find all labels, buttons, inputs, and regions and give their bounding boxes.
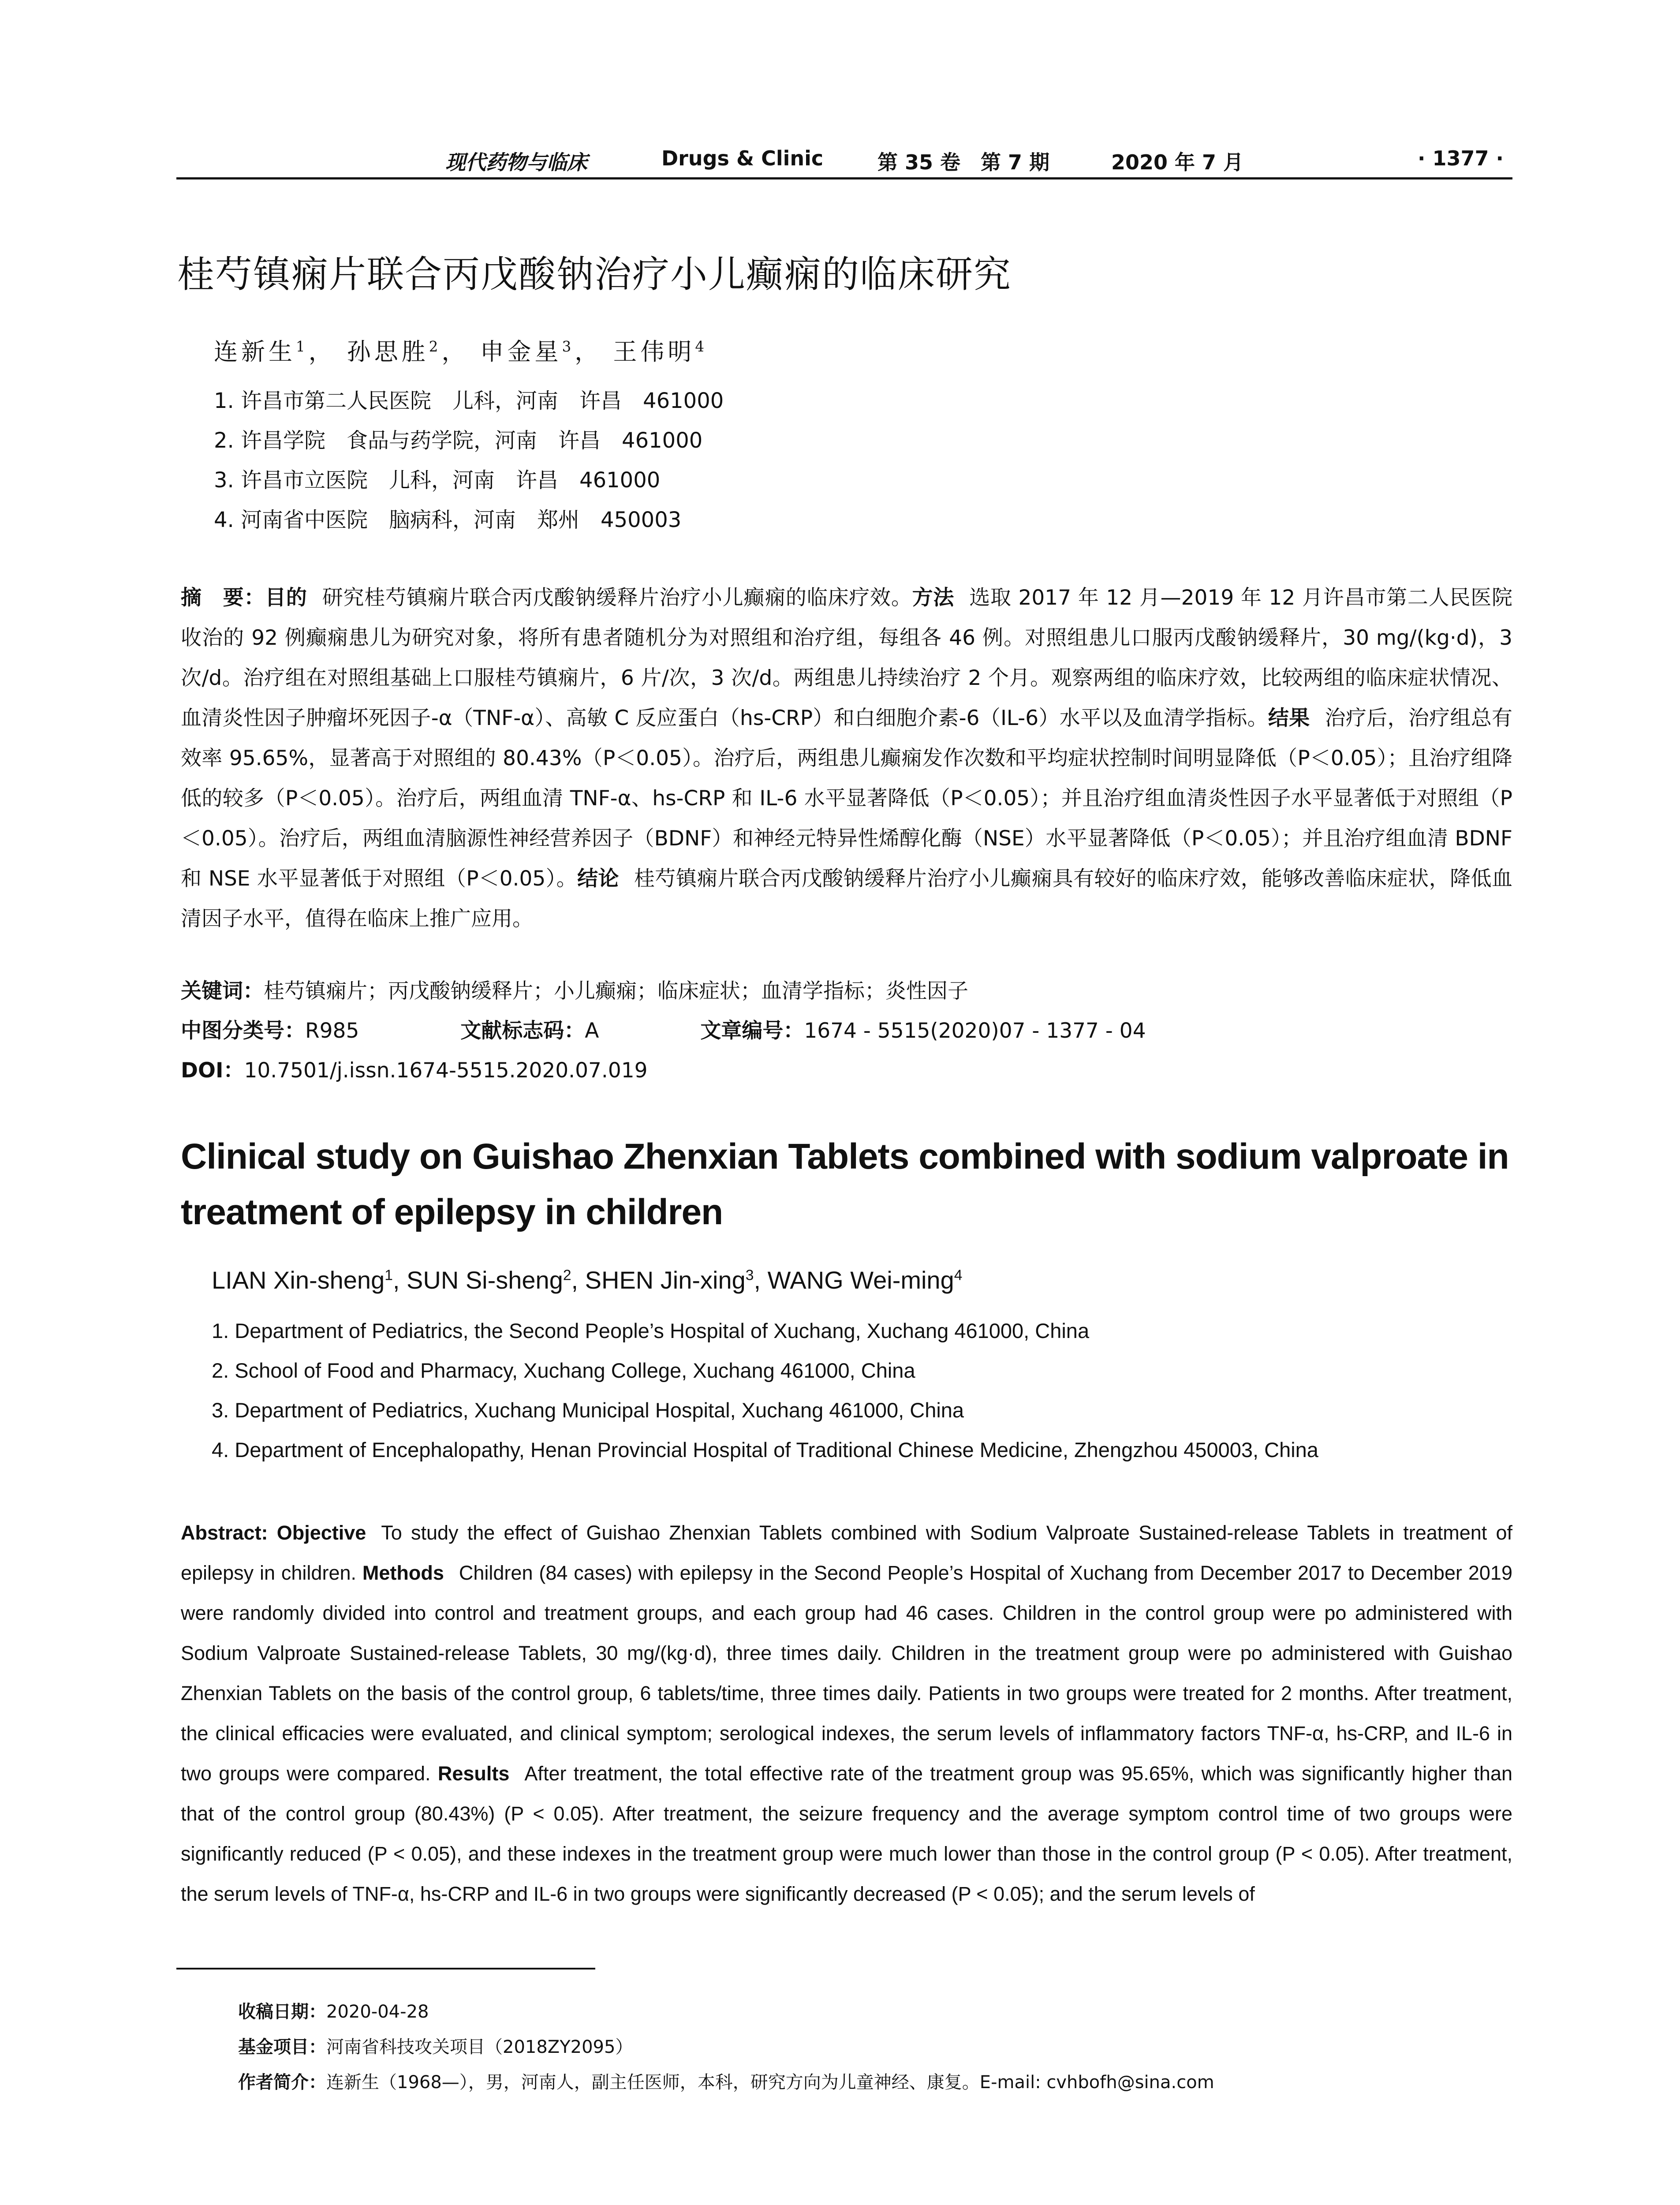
author-en: SHEN Jin-xing [585,1266,746,1294]
results-en-label: Results [437,1762,510,1785]
results-label: 结果 [1268,706,1310,730]
issue-date: 2020 年 7 月 [1111,150,1244,174]
doi-label: DOI： [181,1058,244,1083]
abstract-label: 摘 要： [181,586,265,610]
affiliation-en-1: 1. Department of Pediatrics, the Second People’s Hospital of Xuchang, Xuchang 461000, China [212,1319,1090,1342]
abstract-en [181,1513,1512,1914]
footnote-author [238,2068,1214,2093]
running-header [176,141,1512,176]
footnote-text: 连新生（1968—），男，河南人，副主任医师，本科，研究方向为儿童神经、康复。E-mail: cvhbofh@sina.com [326,2072,1214,2093]
objective-label: 目的 [265,586,307,610]
author-sup: 1 [296,338,309,355]
affiliation-cn-1: 1. 许昌市第二人民医院 儿科，河南 许昌 461000 [214,389,724,413]
keywords-text: 桂芍镇痫片；丙戊酸钠缓释片；小儿癫痫；临床症状；血清学指标；炎性因子 [264,979,968,1003]
footnote-label: 作者简介： [238,2072,326,2093]
doc-code-label: 文献标志码： [460,1019,585,1043]
author-en: SUN Si-sheng [407,1266,563,1294]
author-sup: 3 [745,1267,754,1284]
author-sup: 3 [562,338,575,355]
affiliation-cn-4: 4. 河南省中医院 脑病科，河南 郑州 450003 [214,508,682,532]
doc-code-value: A [585,1019,599,1043]
journal-name-en: Drugs & Clinic [661,146,824,170]
affiliation-en-4: 4. Department of Encephalopathy, Henan Provincial Hospital of Traditional Chinese Medicine, Zhengzhou 450003, China [212,1438,1318,1461]
title-en-line: treatment of epilepsy in children [181,1192,723,1232]
authors-cn: 连新生$^1$， 孙思胜$^2$， 申金星$^3$， 王伟明$^4$ [214,338,708,366]
title-en [181,1129,1512,1240]
results-text: 治疗后，治疗组总有效率 95.65%，显著高于对照组的 80.43%（P＜0.05）。治疗后，两组患儿癫痫发作次数和平均症状控制时间明显降低（P＜0.05）；且治疗组降低的较多（P＜0.05）。治疗后，两组血清 TNF-α、hs-CRP 和 IL-6 水平显著降低（P＜0.05）；并且治疗组血清炎性因子水平显著低于对照组（P＜0.05）。治疗后，两组血清脑源性神经营养因子（BDNF）和神经元特异性烯醇化酶（NSE）水平显著降低（P＜0.05）；并且治疗组血清 BDNF 和 NSE 水平显著低于对照组（P＜0.05）。 [181,706,1513,891]
results-en-text: After treatment, the total effective rate of the treatment group was 95.65%, which was significantly higher than that of the control group (80.43%) (P < 0.05). After treatment, the seizure frequency and the average symptom control time of two groups were significantly reduced (P < 0.05), and these indexes in the treatment group were much lower than those in the control group (P < 0.05). After treatment, the serum levels of TNF-α, hs-CRP and IL-6 in two groups were significantly decreased (P < 0.05); and the serum levels of [181,1762,1512,1905]
article-number-label: 文章编号： [700,1019,804,1043]
author-cn: 王伟明 [613,338,695,366]
methods-label: 方法 [912,586,955,610]
issue-info: 第 35 卷 第 7 期 [877,150,1050,174]
clc-value: R985 [305,1019,359,1043]
footnote-rule [176,1968,595,1970]
authors-en: LIAN Xin-sheng$^1$, SUN Si-sheng$^2$, SHEN Jin-xing$^3$, WANG Wei-ming$^4$ [212,1266,963,1294]
affiliation-en-2: 2. School of Food and Pharmacy, Xuchang College, Xuchang 461000, China [212,1359,915,1382]
journal-name-cn: 现代药物与临床 [445,150,587,174]
doi-value: 10.7501/j.issn.1674-5515.2020.07.019 [244,1058,648,1083]
author-cn: 连新生 [214,338,296,366]
author-cn: 孙思胜 [347,338,429,366]
objective-text: 研究桂芍镇痫片联合丙戊酸钠缓释片治疗小儿癫痫的临床疗效。 [322,586,912,610]
affiliation-en-3: 3. Department of Pediatrics, Xuchang Municipal Hospital, Xuchang 461000, China [212,1398,964,1422]
clc-label: 中图分类号： [181,1019,305,1043]
footnote-text: 河南省科技攻关项目（2018ZY2095） [326,2037,633,2057]
page-number: · 1377 · [1417,146,1504,170]
keywords-cn [181,975,968,1004]
conclusion-text: 桂芍镇痫片联合丙戊酸钠缓释片治疗小儿癫痫具有较好的临床疗效，能够改善临床症状，降低血清因子水平，值得在临床上推广应用。 [181,867,1513,931]
doi-line [181,1054,648,1084]
footnote-received [238,1998,429,2023]
author-en: LIAN Xin-sheng [212,1266,385,1294]
author-sup: 1 [385,1267,393,1284]
title-cn: 桂芍镇痫片联合丙戊酸钠治疗小儿癫痫的临床研究 [177,253,1012,296]
footnote-text: 2020-04-28 [326,2002,429,2022]
author-sup: 4 [954,1267,963,1284]
objective-en-text: To study the effect of Guishao Zhenxian Tablets combined with Sodium Valproate Sustained-release Tablets in treatment of epilepsy in children. [181,1521,1512,1584]
author-cn: 申金星 [480,338,562,366]
footnote-label: 基金项目： [238,2037,326,2057]
author-sup: 2 [563,1267,571,1284]
footnote-fund [238,2033,633,2058]
conclusion-label: 结论 [577,867,619,891]
footnote-label: 收稿日期： [238,2002,326,2022]
title-en-line: Clinical study on Guishao Zhenxian Tablets combined with sodium valproate in [181,1136,1509,1177]
article-number-value: 1674 - 5515(2020)07 - 1377 - 04 [804,1019,1146,1043]
author-en: WANG Wei-ming [767,1266,954,1294]
affiliation-cn-3: 3. 许昌市立医院 儿科，河南 许昌 461000 [214,468,661,493]
header-rule [176,177,1512,179]
abstract-en-label: Abstract: Objective [181,1521,366,1544]
methods-en-text: Children (84 cases) with epilepsy in the Second People’s Hospital of Xuchang from December 2017 to December 2019 were randomly divided into control and treatment groups, and each group had 46 cases. Children in the control group were po administered with Sodium Valproate Sustained-release Tablets, 30 mg/(kg·d), three times daily. Children in the treatment group were po administered with Guishao Zhenxian Tablets on the basis of the control group, 6 tablets/time, three times daily. Patients in two groups were treated for 2 months. After treatment, the clinical efficacies were evaluated, and clinical symptom; serological indexes, the serum levels of inflammatory factors TNF-α, hs-CRP, and IL-6 in two groups were compared. [181,1562,1512,1785]
methods-en-label: Methods [362,1562,444,1584]
abstract-cn [181,578,1512,939]
author-sup: 2 [429,338,442,355]
classification-line [181,1014,1146,1044]
methods-text: 选取 2017 年 12 月—2019 年 12 月许昌市第二人民医院收治的 92 例癫痫患儿为研究对象，将所有患者随机分为对照组和治疗组，每组各 46 例。对照组患儿口服丙戊酸钠缓释片，30 mg/(kg·d)，3 次/d。治疗组在对照组基础上口服桂芍镇痫片，6 片/次，3 次/d。两组患儿持续治疗 2 个月。观察两组的临床疗效，比较两组的临床症状情况、血清炎性因子肿瘤坏死因子-α（TNF-α）、高敏 C 反应蛋白（hs-CRP）和白细胞介素-6（IL-6）水平以及血清学指标。 [181,586,1513,730]
affiliation-cn-2: 2. 许昌学院 食品与药学院，河南 许昌 461000 [214,428,703,453]
keywords-label: 关键词： [181,979,264,1003]
author-sup: 4 [695,338,708,355]
